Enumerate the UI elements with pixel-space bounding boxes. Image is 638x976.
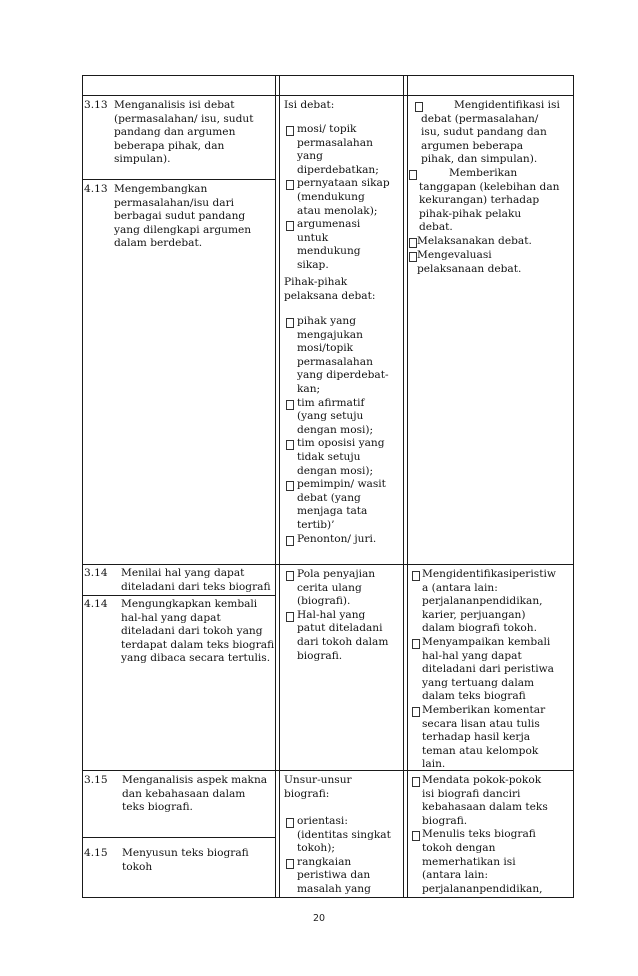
activity-item-line: isi biografi danciri	[422, 787, 521, 800]
material-item-line: untuk	[297, 231, 329, 244]
activity-item-text	[422, 636, 554, 704]
activity-item-line: kebahasaan dalam teks	[422, 801, 548, 814]
material-item-line: permasalahan	[297, 136, 373, 149]
activity-item-line: Mengidentifikasi isi	[454, 99, 560, 111]
material-item-line: (identitas singkat	[297, 828, 391, 841]
material-item-line: orientasi:	[297, 815, 348, 827]
activity-item-line: isu, sudut pandang dan	[421, 126, 547, 139]
checkbox-bullet-icon	[412, 571, 420, 581]
activity-item-line: pihak-pihak pelaku	[419, 207, 522, 220]
material-heading-line: Unsur-unsur	[284, 774, 352, 786]
material-item-line: rangkaian	[297, 855, 352, 868]
material-item-line: mendukung	[297, 245, 361, 258]
material-item-text	[297, 397, 373, 438]
activity-item-line: hal-hal yang dapat	[422, 649, 522, 662]
material-item-line: debat (yang	[297, 491, 361, 504]
kd-code: 3.13	[84, 99, 108, 111]
kd-text	[122, 847, 249, 874]
activity-item-line: secara lisan atau tulis	[422, 717, 540, 730]
material-item-line: tokoh);	[297, 842, 335, 855]
material-heading-line: Isi debat:	[284, 99, 335, 111]
material-item-line: argumenasi	[297, 218, 361, 231]
kd-text-line: dan kebahasaan dalam	[122, 787, 246, 800]
kd-text-line: Menilai hal yang dapat	[121, 567, 245, 579]
checkbox-bullet-icon	[412, 707, 420, 717]
material-heading-line: biografi:	[284, 787, 330, 800]
activity-item-line: tanggapan (kelebihan dan	[419, 180, 560, 193]
material-item-text	[297, 123, 379, 177]
activity-item-line: dalam biografi tokoh.	[422, 622, 537, 635]
activity-item-line: Memberikan komentar	[422, 704, 546, 716]
activity-item-line: Menulis teks biografi	[422, 828, 536, 841]
material-item-line: atau menolak);	[297, 204, 378, 217]
checkbox-bullet-icon	[286, 400, 294, 410]
activity-item-text	[417, 249, 521, 276]
material-item-text	[297, 218, 361, 272]
activity-item-line: yang tertuang dalam	[422, 676, 535, 689]
material-item-line: Hal-hal yang	[297, 608, 366, 621]
activity-item-line: perjalananpendidikan,	[422, 882, 543, 895]
checkbox-bullet-icon	[409, 238, 417, 248]
material-item-line: kan;	[297, 382, 321, 395]
activity-item-line: Melaksanakan debat.	[417, 235, 532, 247]
activity-item-line: diteladani dari peristiwa	[422, 663, 554, 676]
material-item-text	[297, 478, 386, 532]
activity-item-text	[421, 99, 560, 167]
material-item-line: (mendukung	[297, 190, 365, 203]
page-number: 20	[312, 913, 326, 924]
material-item-line: pemimpin/ wasit	[297, 478, 386, 491]
checkbox-bullet-icon	[286, 536, 294, 546]
kd-text	[114, 99, 253, 167]
material-item-text	[297, 437, 385, 478]
material-item-line: yang	[297, 150, 323, 163]
checkbox-bullet-icon	[286, 221, 294, 231]
material-item-line: tertib)’	[297, 518, 335, 531]
kd-text-line: teks biografi.	[122, 801, 193, 814]
kd-text	[121, 567, 271, 594]
material-heading-line: pelaksana debat:	[284, 289, 376, 302]
material-item-text	[297, 177, 390, 218]
material-item-line: masalah yang	[297, 882, 371, 895]
material-item-text	[297, 568, 375, 609]
activity-item-line: terhadap hasil kerja	[422, 731, 531, 744]
kd-text-line: beberapa pihak, dan	[114, 139, 225, 152]
activity-item-text	[422, 828, 543, 896]
competency-table	[82, 75, 574, 898]
checkbox-bullet-icon	[412, 777, 420, 787]
kd-text	[114, 183, 251, 251]
checkbox-bullet-icon	[412, 639, 420, 649]
kd-text-line: pandang dan argumen	[114, 126, 236, 139]
kd-text-line: yang dilengkapi argumen	[114, 223, 252, 236]
checkbox-bullet-icon	[409, 252, 417, 262]
activity-item-line: debat.	[419, 221, 453, 234]
kd-text-line: hal-hal yang dapat	[121, 611, 221, 624]
checkbox-bullet-icon	[286, 612, 294, 622]
kd-text-line: permasalahan/isu dari	[114, 196, 235, 209]
material-item-line: mengajukan	[297, 328, 363, 341]
material-heading	[284, 774, 352, 801]
activity-item-line: Memberikan	[449, 167, 518, 179]
kd-text-line: Mengembangkan	[114, 183, 208, 195]
checkbox-bullet-icon	[409, 170, 417, 180]
kd-code: 4.13	[84, 183, 108, 195]
activity-item-line: lain.	[422, 758, 446, 771]
material-item-line: dari tokoh dalam	[297, 635, 389, 648]
activity-item-line: Mengidentifikasiperistiw	[422, 568, 556, 580]
checkbox-bullet-icon	[286, 571, 294, 581]
material-item-text	[297, 856, 371, 897]
checkbox-bullet-icon	[286, 859, 294, 869]
material-item-line: pernyataan sikap	[297, 177, 390, 190]
material-item-text	[297, 315, 389, 397]
kd-text-line: Mengungkapkan kembali	[121, 598, 258, 610]
material-item-line: peristiwa dan	[297, 869, 371, 882]
material-item-line: (yang setuju	[297, 410, 364, 423]
activity-item-line: argumen beberapa	[421, 139, 524, 152]
material-item-line: pihak yang	[297, 315, 357, 327]
activity-item-line: tokoh dengan	[422, 841, 496, 854]
kd-text-line: terdapat dalam teks biografi	[121, 638, 275, 651]
material-item-line: diperdebatkan;	[297, 163, 379, 176]
kd-code: 4.14	[84, 598, 108, 610]
activity-item-line: Mengevaluasi	[417, 249, 492, 261]
kd-text-line: (permasalahan/ isu, sudut	[114, 112, 254, 125]
material-item-line: (biografi).	[297, 595, 351, 608]
kd-text-line: berbagai sudut pandang	[114, 210, 246, 223]
material-item-line: menjaga tata	[297, 505, 368, 518]
material-item-line: permasalahan	[297, 355, 373, 368]
activity-item-text	[422, 568, 556, 636]
activity-item-line: debat (permasalahan/	[421, 112, 539, 125]
activity-item-text	[417, 235, 532, 249]
activity-item-line: memerhatikan isi	[422, 855, 516, 868]
checkbox-bullet-icon	[286, 126, 294, 136]
material-item-line: yang diperdebat-	[297, 369, 389, 382]
material-item-line: cerita ulang	[297, 581, 362, 594]
activity-item-line: Menyampaikan kembali	[422, 636, 551, 648]
kd-text-line: yang dibaca secara tertulis.	[121, 652, 271, 665]
kd-text-line: Menganalisis isi debat	[114, 99, 235, 111]
kd-text-line: Menyusun teks biografi	[122, 847, 249, 859]
material-item-text	[297, 533, 376, 547]
checkbox-bullet-icon	[286, 818, 294, 828]
activity-item-line: pelaksanaan debat.	[417, 262, 522, 275]
kd-text-line: tokoh	[122, 860, 153, 873]
material-item-line: mosi/ topik	[297, 123, 357, 135]
activity-item-line: a (antara lain:	[422, 581, 498, 594]
material-item-line: dengan mosi);	[297, 423, 374, 436]
material-item-line: dengan mosi);	[297, 464, 374, 477]
checkbox-bullet-icon	[286, 481, 294, 491]
material-item-line: biografi.	[297, 649, 343, 662]
activity-item-text	[422, 704, 545, 772]
material-item-line: Penonton/ juri.	[297, 532, 377, 545]
material-item-line: mosi/topik	[297, 342, 354, 355]
kd-text-line: diteladani dari tokoh yang	[121, 625, 263, 638]
material-heading	[284, 276, 375, 303]
material-item-text	[297, 609, 388, 663]
material-heading-line: Pihak-pihak	[284, 276, 348, 288]
kd-text-line: Menganalisis aspek makna	[122, 774, 268, 786]
activity-item-text	[422, 774, 548, 828]
material-item-line: Pola penyajian	[297, 568, 376, 580]
kd-code: 3.14	[84, 567, 108, 579]
checkbox-bullet-icon	[286, 318, 294, 328]
activity-item-line: dalam teks biografi	[422, 690, 526, 703]
activity-item-line: Mendata pokok-pokok	[422, 774, 542, 786]
activity-item-line: kekurangan) terhadap	[419, 194, 540, 207]
material-item-line: tidak setuju	[297, 450, 361, 463]
kd-text	[121, 598, 274, 666]
kd-code: 4.15	[84, 847, 108, 859]
kd-text	[122, 774, 267, 815]
material-heading	[284, 99, 334, 113]
activity-item-line: (antara lain:	[422, 869, 489, 882]
checkbox-bullet-icon	[286, 180, 294, 190]
activity-item-text	[419, 167, 559, 235]
kd-text-line: dalam berdebat.	[114, 237, 203, 250]
activity-item-line: karier, perjuangan)	[422, 608, 526, 621]
material-item-line: patut diteladani	[297, 622, 383, 635]
material-item-line: sikap.	[297, 258, 329, 271]
activity-item-line: teman atau kelompok	[422, 744, 539, 757]
kd-text-line: simpulan).	[114, 153, 171, 166]
material-item-text	[297, 815, 391, 856]
activity-item-line: pihak, dan simpulan).	[421, 153, 538, 166]
material-item-line: tim oposisi yang	[297, 437, 385, 450]
kd-code: 3.15	[84, 774, 108, 786]
activity-item-line: perjalananpendidikan,	[422, 595, 543, 608]
material-item-line: tim afirmatif	[297, 396, 365, 409]
checkbox-bullet-icon	[412, 831, 420, 841]
activity-item-line: biografi.	[422, 814, 468, 827]
kd-text-line: diteladani dari teks biografi	[121, 580, 271, 593]
checkbox-bullet-icon	[286, 440, 294, 450]
